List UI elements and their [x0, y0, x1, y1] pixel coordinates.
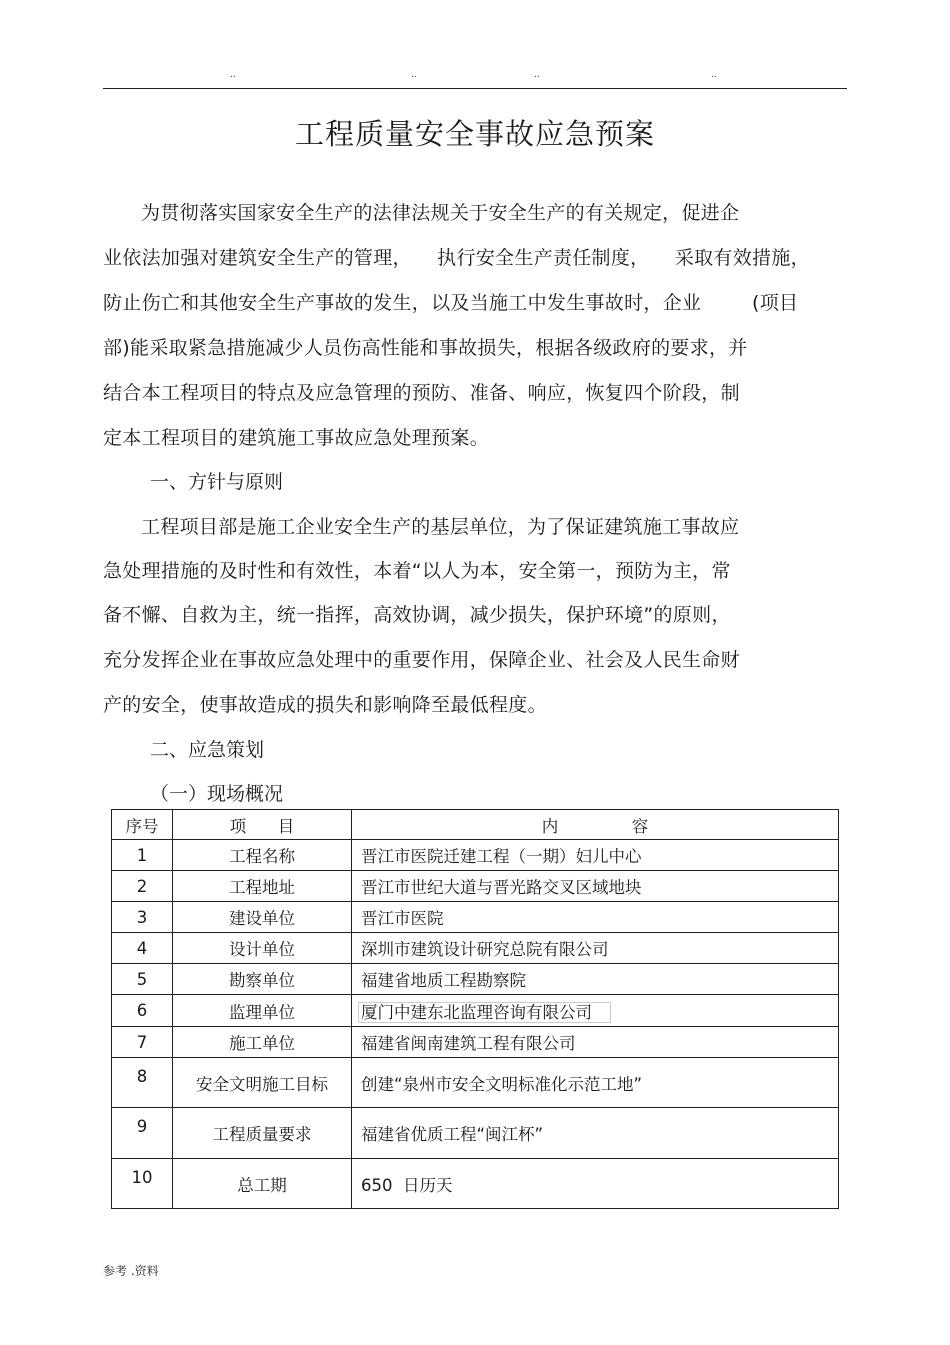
row-item: 工程地址	[173, 871, 352, 902]
document-title: 工程质量安全事故应急预案	[294, 117, 655, 151]
table-row	[112, 902, 839, 933]
column-header-no: 序号	[112, 810, 173, 840]
row-item: 建设单位	[173, 902, 352, 933]
row-item: 设计单位	[173, 933, 352, 964]
paragraph-line: 急处理措施的及时性和有效性，本着“以人为本，安全第一，预防为主，常	[103, 560, 731, 582]
row-number: 10	[112, 1159, 173, 1209]
row-number: 1	[112, 840, 173, 871]
row-content: 厦门中建东北监理咨询有限公司	[358, 1002, 611, 1023]
row-content: 晋江市医院迁建工程（一期）妇儿中心	[352, 840, 839, 871]
table-row	[112, 840, 839, 871]
row-number: 9	[112, 1108, 173, 1159]
subsection-heading-site-overview: （一）现场概况	[150, 783, 284, 805]
table-row	[112, 933, 839, 964]
row-content: 福建省闽南建筑工程有限公司	[352, 1027, 839, 1058]
table-row	[112, 1159, 839, 1209]
section-heading-principles: 一、方针与原则	[150, 471, 284, 493]
header-rule	[103, 88, 847, 89]
table-row	[112, 995, 839, 1027]
paragraph-line: 工程项目部是施工企业安全生产的基层单位，为了保证建筑施工事故应	[103, 516, 740, 538]
table-row	[112, 1108, 839, 1159]
table-row	[112, 964, 839, 995]
row-item: 监理单位	[173, 995, 352, 1027]
paragraph-line: 充分发挥企业在事故应急处理中的重要作用，保障企业、社会及人民生命财	[103, 649, 740, 671]
row-item: 工程质量要求	[173, 1108, 352, 1159]
row-number: 5	[112, 964, 173, 995]
row-content: 创建“泉州市安全文明标准化示范工地”	[352, 1058, 839, 1108]
section-heading-planning: 二、应急策划	[150, 739, 265, 761]
paragraph-line: 产的安全，使事故造成的损失和影响降至最低程度。	[103, 694, 547, 716]
footer-text: 参考 .资料	[103, 1264, 159, 1278]
site-overview-table	[111, 809, 839, 1209]
row-content: 650 日历天	[352, 1159, 839, 1209]
header-mark: ..	[534, 70, 540, 80]
header-mark: ..	[711, 70, 717, 80]
table-row	[112, 1058, 839, 1108]
row-number: 7	[112, 1027, 173, 1058]
row-content: 深圳市建筑设计研究总院有限公司	[352, 933, 839, 964]
row-item: 施工单位	[173, 1027, 352, 1058]
paragraph-line: 结合本工程项目的特点及应急管理的预防、准备、响应，恢复四个阶段，制	[103, 382, 740, 404]
paragraph-line: 业依法加强对建筑安全生产的管理， 执行安全生产责任制度， 采取有效措施，	[103, 247, 810, 269]
header-marks	[0, 70, 950, 82]
paragraph-line: 防止伤亡和其他安全生产事故的发生，以及当施工中发生事故时，企业 (项目	[103, 292, 799, 314]
row-item: 安全文明施工目标	[173, 1058, 352, 1108]
row-number: 2	[112, 871, 173, 902]
column-header-item: 项 目	[173, 810, 352, 840]
row-item: 工程名称	[173, 840, 352, 871]
header-mark: ..	[411, 70, 417, 80]
row-item: 勘察单位	[173, 964, 352, 995]
column-header-content: 内 容	[352, 810, 839, 840]
row-number: 4	[112, 933, 173, 964]
paragraph-line: 定本工程项目的建筑施工事故应急处理预案。	[103, 427, 490, 449]
table-row	[112, 871, 839, 902]
row-number: 6	[112, 995, 173, 1027]
paragraph-line: 备不懈、自救为主，统一指挥，高效协调，减少损失，保护环境”的原则，	[103, 604, 731, 626]
row-content: 福建省优质工程“闽江杯”	[352, 1108, 839, 1159]
row-content-cell	[352, 995, 839, 1027]
paragraph-line: 部)能采取紧急措施减少人员伤高性能和事故损失，根据各级政府的要求，并	[103, 337, 748, 359]
row-number: 3	[112, 902, 173, 933]
row-item: 总工期	[173, 1159, 352, 1209]
header-mark: ..	[230, 70, 236, 80]
paragraph-line: 为贯彻落实国家安全生产的法律法规关于安全生产的有关规定，促进企	[103, 202, 740, 224]
row-content: 晋江市医院	[352, 902, 839, 933]
table-header-row	[112, 810, 839, 840]
row-number: 8	[112, 1058, 173, 1108]
row-content: 晋江市世纪大道与晋光路交叉区域地块	[352, 871, 839, 902]
row-content: 福建省地质工程勘察院	[352, 964, 839, 995]
table-row	[112, 1027, 839, 1058]
